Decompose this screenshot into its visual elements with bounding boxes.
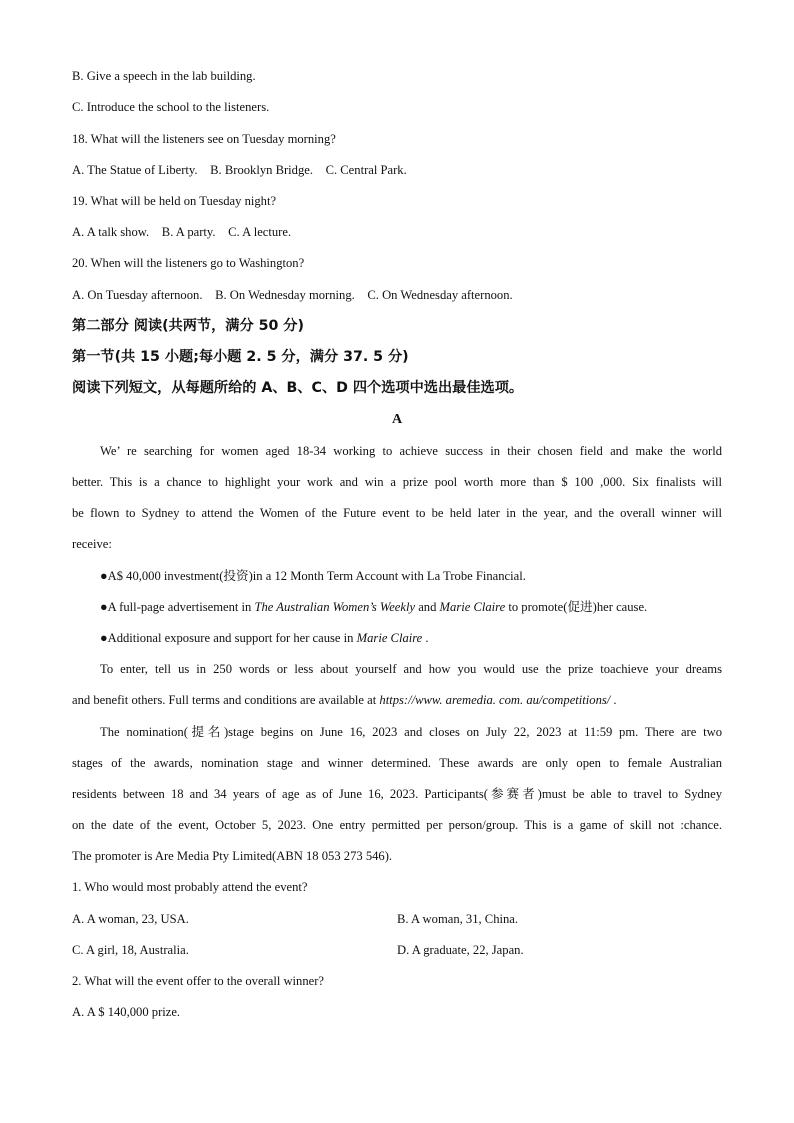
paragraph-3-line-1: The nomination(提名)stage begins on June 16, 2023 and closes on July 22, 2023 at 11:59 pm. There are two bbox=[100, 725, 722, 739]
bullet-investment: ●A$ 40,000 investment(投资)in a 12 Month Term Account with La Trobe Financial. bbox=[100, 569, 526, 583]
paragraph-3-line-3: residents between 18 and 34 years of age as of June 16, 2023. Participants(参赛者)must be able to travel to Sydney bbox=[72, 787, 722, 801]
bullet-exposure bbox=[100, 630, 429, 646]
q20-question: 20. When will the listeners go to Washington? bbox=[72, 256, 305, 270]
reading-instruction: 阅读下列短文，从每题所给的 A、B、C、D 四个选项中选出最佳选项。 bbox=[72, 380, 524, 396]
q18-options: A. The Statue of Liberty. B. Brooklyn Bridge. C. Central Park. bbox=[72, 163, 407, 177]
section-title: 第一节(共 15 小题;每小题 2. 5 分，满分 37. 5 分) bbox=[72, 349, 409, 365]
q1-option-d: D. A graduate, 22, Japan. bbox=[397, 943, 524, 957]
paragraph-2-line-1: To enter, tell us in 250 words or less about yourself and how you would use the prize toachieve your dreams bbox=[100, 662, 722, 676]
paragraph-3-line-4: on the date of the event, October 5, 2023. One entry permitted per person/group. This is a game of skill not :chance. bbox=[72, 818, 722, 832]
q19-question: 19. What will be held on Tuesday night? bbox=[72, 194, 277, 208]
q17-option-b: B. Give a speech in the lab building. bbox=[72, 69, 256, 83]
paragraph-1-line-2: better. This is a chance to highlight your work and win a prize pool worth more than $ 100 ,000. Six finalists will bbox=[72, 475, 722, 489]
paragraph-text: and benefit others. Full terms and conditions are available at bbox=[72, 693, 380, 707]
q1-option-b: B. A woman, 31, China. bbox=[397, 912, 519, 926]
paragraph-1-line-1: We’ re searching for women aged 18-34 working to achieve success in their chosen field and make the world bbox=[100, 444, 722, 458]
bullet-advertisement bbox=[100, 599, 647, 615]
paragraph-2-line-2 bbox=[72, 692, 617, 708]
q1-option-c: C. A girl, 18, Australia. bbox=[72, 943, 189, 957]
paragraph-3-line-5: The promoter is Are Media Pty Limited(ABN 18 053 273 546). bbox=[72, 849, 393, 863]
competition-url: https://www. aremedia. com. au/competitions/ bbox=[379, 693, 611, 707]
paragraph-1-line-3: be flown to Sydney to attend the Women of the Future event to be held later in the year, and the overall winner will bbox=[72, 506, 722, 520]
magazine-title: The Australian Women’s Weekly bbox=[254, 600, 416, 614]
bullet-text: to promote(促进)her cause. bbox=[505, 600, 648, 614]
paragraph-3-line-2: stages of the awards, nomination stage and winner determined. These awards are only open to female Australian bbox=[72, 756, 722, 770]
q18-question: 18. What will the listeners see on Tuesday morning? bbox=[72, 132, 336, 146]
bullet-text: and bbox=[415, 600, 440, 614]
magazine-title: Marie Claire bbox=[356, 631, 423, 645]
q2-question: 2. What will the event offer to the overall winner? bbox=[72, 974, 325, 988]
passage-label: A bbox=[391, 412, 403, 427]
q1-option-a: A. A woman, 23, USA. bbox=[72, 912, 189, 926]
part-title: 第二部分 阅读(共两节，满分 50 分) bbox=[72, 318, 304, 334]
magazine-title: Marie Claire bbox=[439, 600, 506, 614]
bullet-text: . bbox=[422, 631, 429, 645]
q19-options: A. A talk show. B. A party. C. A lecture. bbox=[72, 225, 292, 239]
q20-options: A. On Tuesday afternoon. B. On Wednesday morning. C. On Wednesday afternoon. bbox=[72, 288, 513, 302]
bullet-text: ●Additional exposure and support for her cause in bbox=[100, 631, 357, 645]
paragraph-text: . bbox=[610, 693, 617, 707]
q2-option-a: A. A $ 140,000 prize. bbox=[72, 1005, 181, 1019]
q1-question: 1. Who would most probably attend the event? bbox=[72, 880, 308, 894]
q17-option-c: C. Introduce the school to the listeners. bbox=[72, 100, 270, 114]
paragraph-1-line-4: receive: bbox=[72, 537, 112, 551]
bullet-text: ●A full-page advertisement in bbox=[100, 600, 255, 614]
